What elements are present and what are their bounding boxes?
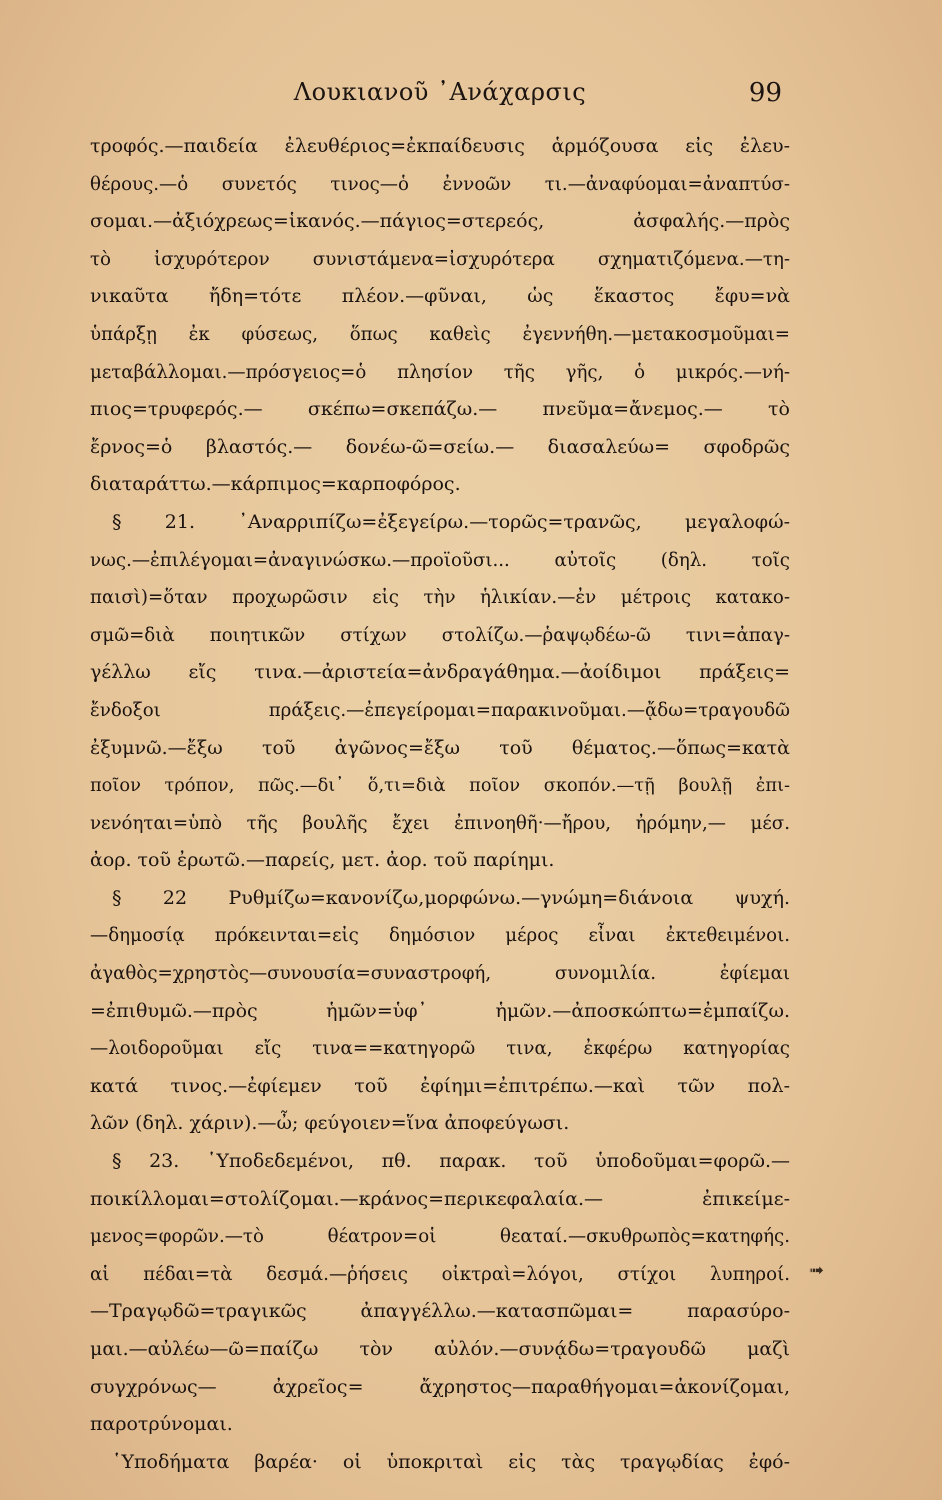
text-line: ἀορ. τοῦ ἐρωτῶ.—παρείς, μετ. ἀορ. τοῦ παρίημι. [90,849,555,872]
text-line: μενος=φορῶν.—τὸ θέατρον=οἱ θεαταί.—σκυθρωπὸς=κατηφής. [90,1226,790,1248]
text-line: λῶν (δηλ. χάριν).—ὦ; φεύγοιεν=ἵνα ἀποφεύγωσι. [90,1112,570,1135]
running-title: Λουκιανοῦ ᾿Ανάχαρσις [293,78,587,106]
text-line: ποικίλλομαι=στολίζομαι.—κράνος=περικεφαλαία.— ἐπικείμε- [90,1187,790,1210]
text-line: νικαῦτα ἤδη=τότε πλέον.—φῦναι, ὡς ἕκαστος ἔφυ=νὰ [90,285,790,308]
text-line: —Τραγῳδῶ=τραγικῶς ἀπαγγέλλω.—κατασπῶμαι= παρασύρο- [90,1300,790,1323]
text-line: ἐξυμνῶ.—ἔξω τοῦ ἀγῶνος=ἔξω τοῦ θέματος.—ὅπως=κατὰ [90,736,790,759]
commentary-text [90,128,790,1481]
text-line: πιος=τρυφερός.— σκέπω=σκεπάζω.— πνεῦμα=ἄνεμος.— τὸ [90,398,790,421]
text-line: ἀγαθὸς=χρηστὸς—συνουσία=συναστροφή, συνομιλία. ἐφίεμαι [90,963,790,985]
text-line: —δημοσίᾳ πρόκεινται=εἰς δημόσιον μέρος εἶναι ἐκτεθειμένοι. [90,925,790,947]
section-heading-line: § 21. ᾿Αναρριπίζω=ἐξεγείρω.—τορῶς=τρανῶς, μεγαλοφώ- [112,510,790,533]
text-line: αἱ πέδαι=τὰ δεσμά.—ῥήσεις οἰκτραὶ=λόγοι, στίχοι λυπηροί. [90,1263,790,1285]
text-line: νενόηται=ὑπὸ τῆς βουλῆς ἔχει ἐπινοηθῆ·—ἤρου, ἠρόμην,— μέσ. [90,812,790,834]
page-number: 99 [748,78,782,108]
text-line: ὑπάρξῃ ἐκ φύσεως, ὅπως καθεὶς ἐγεννήθη.—μετακοσμοῦμαι= [90,323,790,345]
text-line: ἔνδοξοι πράξεις.—ἐπεγείρομαι=παρακινοῦμαι.—ᾄδω=τραγουδῶ [90,699,790,721]
text-line: =ἐπιθυμῶ.—πρὸς ἡμῶν=ὑφ᾿ ἡμῶν.—ἀποσκώπτω=ἐμπαίζω. [90,999,790,1022]
text-line: γέλλω εἴς τινα.—ἀριστεία=ἀνδραγάθημα.—ἀοίδιμοι πράξεις= [90,661,790,684]
text-line: νως.—ἐπιλέγομαι=ἀναγινώσκω.—προϊοῦσι... αὐτοῖς (δηλ. τοῖς [90,549,790,571]
text-line: —λοιδοροῦμαι εἴς τινα==κατηγορῶ τινα, ἐκφέρω κατηγορίας [90,1038,790,1060]
text-line: σμῶ=διὰ ποιητικῶν στίχων στολίζω.—ῥαψῳδέω-ῶ τινι=ἀπαγ- [90,624,790,646]
text-line: θέρους.—ὁ συνετός τινος—ὁ ἐννοῶν τι.—ἀναφύομαι=ἀναπτύσ- [90,173,790,195]
text-line: παισὶ)=ὅταν προχωρῶσιν εἰς τὴν ἡλικίαν.—ἐν μέτροις κατακο- [90,587,790,609]
margin-arrow-icon: ➟ [808,1260,824,1281]
page-header [90,78,790,112]
text-line: τὸ ἰσχυρότερον συνιστάμενα=ἰσχυρότερα σχηματιζόμενα.—τη- [90,248,790,270]
text-line: μαι.—αὐλέω—ῶ=παίζω τὸν αὐλόν.—συνᾴδω=τραγουδῶ μαζὶ [90,1338,790,1360]
text-line: σομαι.—ἀξιόχρεως=ἱκανός.—πάγιος=στερεός, ἀσφαλής.—πρὸς [90,210,790,233]
text-line: συγχρόνως— ἀχρεῖος= ἄχρηστος—παραθήγομαι=ἀκονίζομαι, [90,1375,790,1398]
text-line: ῾Υποδήματα βαρέα· οἱ ὑποκριταὶ εἰς τὰς τραγῳδίας ἐφό- [112,1450,790,1473]
section-heading-line: § 22 Ρυθμίζω=κανονίζω,μορφώνω.—γνώμη=διάνοια ψυχή. [112,886,790,909]
text-line: κατά τινος.—ἐφίεμεν τοῦ ἐφίημι=ἐπιτρέπω.—καὶ τῶν πολ- [90,1074,790,1097]
text-line: ποῖον τρόπον, πῶς.—δι᾿ ὅ,τι=διὰ ποῖον σκοπόν.—τῇ βουλῇ ἐπι- [90,775,790,797]
text-line: ἔρνος=ὁ βλαστός.— δονέω-ῶ=σείω.— διασαλεύω= σφοδρῶς [90,435,790,458]
text-line: παροτρύνομαι. [90,1413,233,1436]
section-heading-line: § 23. ῾Υποδεδεμένοι, πθ. παρακ. τοῦ ὑποδοῦμαι=φορῶ.— [112,1150,790,1173]
text-line: τροφός.—παιδεία ἐλευθέριος=ἐκπαίδευσις ἁρμόζουσα εἰς ἐλευ- [90,135,790,157]
text-line: διαταράττω.—κάρπιμος=καρποφόρος. [90,473,461,496]
text-line: μεταβάλλομαι.—πρόσγειος=ὁ πλησίον τῆς γῆς, ὁ μικρός.—νή- [90,361,790,383]
